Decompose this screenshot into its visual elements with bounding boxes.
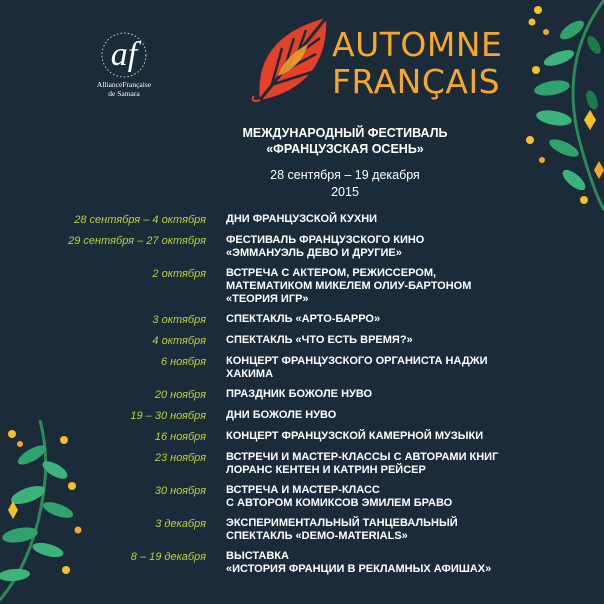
schedule-event-line: ВСТРЕЧИ И МАСТЕР-КЛАССЫ С АВТОРАМИ КНИГ [226, 451, 499, 463]
schedule-event-line: ХАКИМА [226, 368, 274, 380]
schedule-row [0, 517, 604, 543]
svg-text:af: af [110, 36, 138, 73]
schedule-event-line: «ИСТОРИЯ ФРАНЦИИ В РЕКЛАМНЫХ АФИШАХ» [226, 563, 492, 575]
af-monogram-icon [84, 28, 164, 80]
schedule-row [0, 430, 604, 444]
schedule-event [226, 334, 526, 348]
schedule-list [0, 213, 604, 583]
alliance-francaise-logo [74, 28, 174, 98]
schedule-event-line: СПЕКТАКЛЬ «АРТО-БАРРО» [226, 313, 381, 325]
brand-title [332, 26, 502, 100]
schedule-date: 23 ноября [154, 452, 206, 464]
schedule-event-line: СПЕКТАКЛЬ «ЧТО ЕСТЬ ВРЕМЯ?» [226, 334, 413, 346]
brand-title-line1: AUTOMNE [332, 25, 503, 64]
schedule-row [0, 213, 604, 227]
schedule-date: 3 октября [152, 314, 206, 326]
autumn-leaf-icon [252, 14, 332, 104]
schedule-event [226, 550, 526, 576]
schedule-event-line: КОНЦЕРТ ФРАНЦУЗСКОГО ОРГАНИСТА НАДЖИ [226, 355, 488, 367]
schedule-event-line: ВСТРЕЧА И МАСТЕР-КЛАСС [226, 484, 380, 496]
schedule-event-line: ДНИ БОЖОЛЕ НУВО [226, 409, 337, 421]
festival-title-line2: «ФРАНЦУЗСКАЯ ОСЕНЬ» [266, 142, 424, 156]
schedule-row [0, 409, 604, 423]
schedule-date: 3 декабря [155, 518, 206, 530]
schedule-event-line: КОНЦЕРТ ФРАНЦУЗСКОЙ КАМЕРНОЙ МУЗЫКИ [226, 430, 484, 442]
schedule-event-line: ПРАЗДНИК БОЖОЛЕ НУВО [226, 388, 373, 400]
schedule-date: 20 ноября [154, 389, 206, 401]
schedule-event [226, 234, 526, 260]
schedule-date: 6 ноября [160, 356, 206, 368]
schedule-event-line: «ЭММАНУЭЛЬ ДЕВО И ДРУГИЕ» [226, 247, 402, 259]
schedule-date: 29 сентября – 27 октября [68, 235, 206, 247]
schedule-row [0, 313, 604, 327]
schedule-date: 30 ноября [154, 485, 206, 497]
schedule-date: 16 ноября [154, 431, 206, 443]
schedule-event [226, 388, 526, 402]
schedule-date: 2 октября [152, 268, 206, 280]
schedule-date: 4 октября [152, 335, 206, 347]
festival-date-range: 28 сентября – 19 декабря [270, 168, 420, 182]
schedule-event-line: ЛОРАНС КЕНТЕН И КАТРИН РЕЙСЕР [226, 464, 426, 476]
schedule-event [226, 430, 526, 444]
schedule-event [226, 313, 526, 327]
af-name-line2: de Samara [108, 89, 140, 98]
af-name-line1: AllianceFrançaise [96, 80, 152, 89]
schedule-event-line: ВЫСТАВКА [226, 550, 289, 562]
brand-title-line2: FRANÇAIS [332, 62, 501, 101]
schedule-row [0, 388, 604, 402]
schedule-event [226, 267, 526, 306]
schedule-row [0, 550, 604, 576]
festival-dates [200, 167, 490, 201]
schedule-event-line: ДНИ ФРАНЦУЗСКОЙ КУХНИ [226, 213, 378, 225]
schedule-event [226, 213, 526, 227]
schedule-event [226, 484, 526, 510]
schedule-row [0, 355, 604, 381]
schedule-event-line: «ТЕОРИЯ ИГР» [226, 293, 309, 305]
schedule-event-line: ФЕСТИВАЛЬ ФРАНЦУЗСКОГО КИНО [226, 234, 425, 246]
schedule-row [0, 267, 604, 306]
schedule-event-line: СПЕКТАКЛЬ «DEMO-MATERIALS» [226, 530, 408, 542]
schedule-event [226, 409, 526, 423]
schedule-event [226, 451, 526, 477]
schedule-event-line: С АВТОРОМ КОМИКСОВ ЭМИЛЕМ БРАВО [226, 497, 453, 509]
schedule-event-line: ВСТРЕЧА С АКТЕРОМ, РЕЖИССЕРОМ, [226, 267, 437, 279]
schedule-event-line: МАТЕМАТИКОМ МИКЕЛЕМ ОЛИУ-БАРТОНОМ [226, 280, 472, 292]
schedule-event [226, 355, 526, 381]
schedule-date: 19 – 30 ноября [130, 410, 206, 422]
schedule-date: 28 сентября – 4 октября [74, 214, 206, 226]
schedule-date: 8 – 19 декабря [130, 551, 206, 563]
schedule-event [226, 517, 526, 543]
festival-year: 2015 [331, 185, 359, 199]
schedule-event-line: ЭКСПЕРИМЕНТАЛЬНЫЙ ТАНЦЕВАЛЬНЫЙ [226, 517, 458, 529]
schedule-row [0, 334, 604, 348]
festival-title [200, 125, 490, 157]
schedule-row [0, 234, 604, 260]
festival-title-line1: МЕЖДУНАРОДНЫЙ ФЕСТИВАЛЬ [242, 126, 448, 140]
schedule-row [0, 484, 604, 510]
schedule-row [0, 451, 604, 477]
